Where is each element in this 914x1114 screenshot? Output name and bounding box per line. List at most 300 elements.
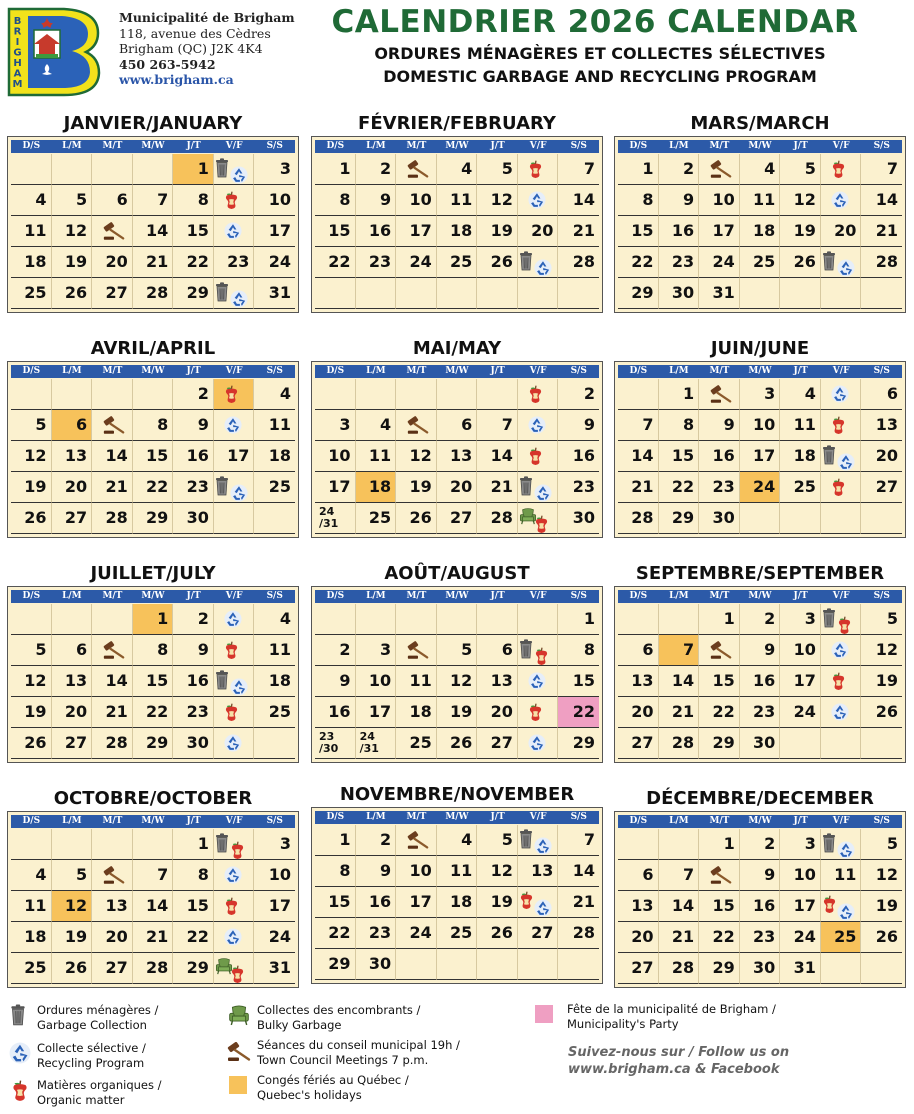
day-cell xyxy=(52,604,93,635)
day-cell xyxy=(821,154,862,185)
day-number: 21 xyxy=(105,702,128,721)
day-cell xyxy=(821,604,862,635)
weekday-label: M/T xyxy=(709,366,730,376)
day-number: 10 xyxy=(793,865,816,884)
day-cell xyxy=(618,472,659,503)
day-cell xyxy=(92,410,133,441)
weekday-label: M/W xyxy=(748,591,772,601)
day-number: 9 xyxy=(339,671,351,690)
day-cell xyxy=(92,922,133,953)
day-number: 28 xyxy=(572,923,595,942)
weekday-label: J/T xyxy=(490,591,505,601)
day-number: 26 xyxy=(24,733,47,752)
day-number: 15 xyxy=(186,896,209,915)
gavel-icon xyxy=(709,385,733,408)
weekday-label: L/M xyxy=(366,141,386,151)
day-cell xyxy=(356,728,397,759)
day-number: 1 xyxy=(339,159,351,178)
legend-party xyxy=(567,1002,776,1032)
weekday-label: J/T xyxy=(793,816,808,826)
day-cell xyxy=(861,953,902,984)
apple-core-icon xyxy=(528,385,543,408)
day-number: 10 xyxy=(368,671,392,690)
day-number: 22 xyxy=(712,702,735,721)
recycling-icon xyxy=(224,734,242,756)
day-cell xyxy=(477,278,518,309)
day-number: 20 xyxy=(64,702,88,721)
day-number: 28 xyxy=(875,252,898,271)
day-cell xyxy=(437,185,478,216)
day-cell xyxy=(254,635,295,666)
weekday-header xyxy=(618,140,902,153)
day-cell xyxy=(92,829,133,860)
day-cell xyxy=(518,949,559,980)
day-cell xyxy=(396,635,437,666)
recycling-icon xyxy=(224,416,242,438)
day-cell xyxy=(780,441,821,472)
follow-us-link[interactable]: www.brigham.ca & Facebook xyxy=(568,1062,780,1077)
day-cell xyxy=(780,472,821,503)
website-link[interactable]: www.brigham.ca xyxy=(119,72,234,87)
day-cell xyxy=(214,829,255,860)
day-cell xyxy=(618,604,659,635)
day-cell xyxy=(518,697,559,728)
day-cell xyxy=(11,697,52,728)
weekday-label: J/T xyxy=(186,591,201,601)
day-number: 19 xyxy=(409,477,432,496)
day-cell xyxy=(92,441,133,472)
day-cell xyxy=(659,728,700,759)
day-number: 29 xyxy=(671,508,695,527)
day-number: 2 xyxy=(583,384,595,403)
day-number: 16 xyxy=(186,671,209,690)
day-cell xyxy=(173,860,214,891)
day-number: 19 xyxy=(24,702,47,721)
day-cell xyxy=(396,697,437,728)
weekday-label: D/S xyxy=(22,366,41,376)
weekday-label: M/T xyxy=(102,141,123,151)
day-number: 27 xyxy=(105,958,128,977)
garbage-can-icon xyxy=(519,251,533,275)
day-number: 29 xyxy=(712,958,735,977)
day-cell xyxy=(477,697,518,728)
day-cell xyxy=(437,379,478,410)
day-cell xyxy=(254,503,295,534)
day-number: 30 xyxy=(572,508,595,527)
day-number: 28 xyxy=(671,958,695,977)
day-cell xyxy=(254,860,295,891)
day-cell xyxy=(558,247,599,278)
day-number: 3 xyxy=(804,834,816,853)
day-cell xyxy=(133,829,174,860)
recycling-icon xyxy=(230,290,248,312)
day-cell xyxy=(52,728,93,759)
day-number: 26 xyxy=(64,958,88,977)
day-cell xyxy=(437,697,478,728)
day-number: 23 xyxy=(368,923,392,942)
day-cell xyxy=(133,891,174,922)
weekday-label: L/M xyxy=(62,141,82,151)
day-cell xyxy=(356,604,397,635)
day-cell xyxy=(133,697,174,728)
day-number: 7 xyxy=(157,190,169,209)
day-cell xyxy=(52,278,93,309)
day-number: 3 xyxy=(279,834,291,853)
day-number: 13 xyxy=(64,446,88,465)
day-cell xyxy=(618,185,659,216)
day-cell xyxy=(477,410,518,441)
day-number: 19 xyxy=(490,892,513,911)
day-cell xyxy=(821,728,862,759)
day-number: 23 xyxy=(186,477,209,496)
day-number: 20 xyxy=(490,702,513,721)
day-cell xyxy=(740,829,781,860)
day-number: 21 xyxy=(875,221,898,240)
day-cell xyxy=(133,953,174,984)
day-number: 25 xyxy=(834,927,857,946)
day-number: 12 xyxy=(490,861,513,880)
day-cell xyxy=(659,278,700,309)
holiday-swatch xyxy=(229,1076,247,1094)
weekday-label: V/F xyxy=(529,366,547,376)
weekday-label: J/T xyxy=(793,141,808,151)
day-cell xyxy=(477,825,518,856)
day-cell xyxy=(477,216,518,247)
day-cell xyxy=(52,379,93,410)
svg-text:R: R xyxy=(13,26,22,38)
day-number: 11 xyxy=(450,190,473,209)
day-number: 27 xyxy=(531,923,554,942)
day-cell xyxy=(699,247,740,278)
day-cell xyxy=(821,247,862,278)
day-number: 22 xyxy=(328,252,351,271)
day-number: 19 xyxy=(875,896,898,915)
month-calendar xyxy=(7,136,299,313)
gavel-icon xyxy=(102,416,126,439)
weekday-label: J/T xyxy=(490,366,505,376)
day-cell xyxy=(11,922,52,953)
legend-bulky-fr: Collectes des encombrants / xyxy=(257,1003,421,1017)
day-number: 22 xyxy=(186,927,209,946)
day-number: 26 xyxy=(875,927,898,946)
day-number: 17 xyxy=(268,221,291,240)
apple-core-icon xyxy=(831,478,846,501)
day-number: 28 xyxy=(146,958,169,977)
garbage-can-icon xyxy=(10,1004,26,1030)
day-cell xyxy=(740,728,781,759)
day-cell xyxy=(699,829,740,860)
day-cell xyxy=(214,154,255,185)
day-number: 1 xyxy=(157,609,169,628)
day-cell xyxy=(861,604,902,635)
day-cell xyxy=(821,216,862,247)
day-cell xyxy=(558,604,599,635)
day-cell xyxy=(437,472,478,503)
day-cell xyxy=(11,154,52,185)
day-cell xyxy=(518,825,559,856)
day-cell xyxy=(740,441,781,472)
day-number: 27 xyxy=(105,283,128,302)
day-number: 18 xyxy=(368,477,392,496)
garbage-can-icon xyxy=(215,282,229,306)
day-cell xyxy=(92,247,133,278)
day-cell xyxy=(396,887,437,918)
day-number: 12 xyxy=(875,640,898,659)
day-number: 9 xyxy=(197,640,209,659)
day-cell xyxy=(659,185,700,216)
day-cell xyxy=(659,216,700,247)
day-number: 11 xyxy=(753,190,776,209)
day-number: 27 xyxy=(631,733,654,752)
day-number: 21 xyxy=(572,892,595,911)
day-cell xyxy=(214,860,255,891)
month-title: JUIN/JUNE xyxy=(710,338,810,359)
day-number: 23 xyxy=(186,702,209,721)
day-number: 9 xyxy=(380,861,392,880)
day-cell xyxy=(659,666,700,697)
day-number: 23 xyxy=(671,252,695,271)
day-cell xyxy=(558,949,599,980)
day-number: 30 xyxy=(753,733,776,752)
day-grid xyxy=(11,604,295,759)
day-number: 20 xyxy=(875,446,898,465)
day-number: 27 xyxy=(875,477,898,496)
day-number: 22 xyxy=(631,252,654,271)
day-cell xyxy=(254,922,295,953)
day-number: 11 xyxy=(834,865,857,884)
day-cell xyxy=(133,728,174,759)
day-cell xyxy=(740,922,781,953)
day-cell xyxy=(52,216,93,247)
day-number: 16 xyxy=(368,892,392,911)
day-number: 2 xyxy=(683,159,695,178)
day-number: 20 xyxy=(631,702,654,721)
day-cell xyxy=(861,635,902,666)
day-number: 16 xyxy=(753,671,776,690)
day-number: 7 xyxy=(583,159,595,178)
day-cell xyxy=(618,441,659,472)
garbage-can-icon xyxy=(519,639,533,663)
month-block xyxy=(7,337,299,538)
day-number: 17 xyxy=(409,221,432,240)
day-cell xyxy=(780,666,821,697)
day-number: 18 xyxy=(409,702,432,721)
day-cell xyxy=(11,472,52,503)
day-number: 28 xyxy=(105,733,128,752)
day-number: 25 xyxy=(24,283,47,302)
month-title: JANVIER/JANUARY xyxy=(63,113,243,134)
day-cell xyxy=(518,247,559,278)
day-cell xyxy=(11,278,52,309)
day-grid xyxy=(315,379,599,534)
day-cell xyxy=(356,918,397,949)
day-cell xyxy=(618,247,659,278)
weekday-label: M/W xyxy=(445,812,469,822)
day-cell xyxy=(214,666,255,697)
garbage-can-icon xyxy=(822,445,836,469)
day-cell xyxy=(356,216,397,247)
day-cell xyxy=(92,891,133,922)
day-cell xyxy=(477,472,518,503)
day-cell xyxy=(437,666,478,697)
brigham-logo xyxy=(6,6,102,98)
day-number: 17 xyxy=(328,477,351,496)
gavel-icon xyxy=(406,416,430,439)
legend-organic-en: Organic matter xyxy=(37,1093,125,1107)
day-number: 23 xyxy=(368,252,392,271)
day-number: 18 xyxy=(24,927,47,946)
day-number: 15 xyxy=(712,896,735,915)
day-number: 11 xyxy=(268,415,291,434)
day-cell xyxy=(173,379,214,410)
day-number: 17 xyxy=(227,446,250,465)
day-cell xyxy=(133,472,174,503)
holiday-cell xyxy=(52,410,93,441)
legend-council-en: Town Council Meetings 7 p.m. xyxy=(257,1053,429,1067)
weekday-label: M/T xyxy=(406,812,427,822)
day-number: 11 xyxy=(793,415,816,434)
day-number: 9 xyxy=(583,415,595,434)
day-cell xyxy=(173,953,214,984)
day-cell xyxy=(861,728,902,759)
day-number: 28 xyxy=(671,733,695,752)
weekday-label: V/F xyxy=(225,366,243,376)
day-cell xyxy=(315,728,356,759)
month-title: AOÛT/AUGUST xyxy=(384,563,530,584)
day-cell xyxy=(92,216,133,247)
day-number: 10 xyxy=(409,861,432,880)
day-cell xyxy=(558,666,599,697)
day-number: 7 xyxy=(583,830,595,849)
day-cell xyxy=(52,953,93,984)
day-cell xyxy=(133,247,174,278)
municipality-name: Municipalité de Brigham xyxy=(119,10,295,25)
day-number: 15 xyxy=(671,446,695,465)
day-cell xyxy=(740,379,781,410)
day-number: 24 xyxy=(753,477,776,496)
day-number: 29 xyxy=(146,733,169,752)
day-number: 10 xyxy=(753,415,776,434)
svg-text:M: M xyxy=(12,79,23,90)
day-number: 27 xyxy=(450,508,473,527)
day-number: 6 xyxy=(642,640,654,659)
weekday-label: L/M xyxy=(366,591,386,601)
day-cell xyxy=(659,891,700,922)
weekday-label: V/F xyxy=(832,591,850,601)
legend-garbage xyxy=(37,1003,158,1033)
day-number: 13 xyxy=(531,861,554,880)
day-number: 15 xyxy=(186,221,209,240)
legend-council xyxy=(257,1038,460,1068)
month-title: JUILLET/JULY xyxy=(90,563,216,584)
day-cell xyxy=(11,503,52,534)
day-cell xyxy=(214,441,255,472)
day-cell xyxy=(618,728,659,759)
day-number: 19 xyxy=(793,221,816,240)
day-number: 2 xyxy=(380,830,392,849)
month-title: OCTOBRE/OCTOBER xyxy=(53,788,253,809)
day-cell xyxy=(133,666,174,697)
weekday-label: V/F xyxy=(832,141,850,151)
day-cell xyxy=(821,829,862,860)
weekday-label: L/M xyxy=(669,591,689,601)
day-number: 25 xyxy=(268,477,291,496)
day-cell xyxy=(173,503,214,534)
month-title: FÉVRIER/FEBRUARY xyxy=(358,113,556,134)
day-cell xyxy=(659,922,700,953)
day-number: 5 xyxy=(886,834,898,853)
day-cell xyxy=(254,154,295,185)
day-cell xyxy=(254,728,295,759)
day-cell xyxy=(214,891,255,922)
day-cell xyxy=(133,860,174,891)
day-number: 5 xyxy=(804,159,816,178)
day-number: 10 xyxy=(268,190,291,209)
day-cell xyxy=(780,829,821,860)
day-number: 30 xyxy=(712,508,735,527)
month-title: NOVEMBRE/NOVEMBER xyxy=(339,784,575,805)
day-number: 12 xyxy=(490,190,513,209)
day-cell xyxy=(133,410,174,441)
weekday-label: V/F xyxy=(225,591,243,601)
month-title: MAI/MAY xyxy=(412,338,502,359)
weekday-label: V/F xyxy=(832,366,850,376)
day-cell xyxy=(659,472,700,503)
day-cell xyxy=(92,503,133,534)
day-cell xyxy=(659,953,700,984)
day-number: 4 xyxy=(279,384,291,403)
day-number: 30 xyxy=(753,958,776,977)
day-cell xyxy=(396,949,437,980)
day-cell xyxy=(618,635,659,666)
day-number: 20 xyxy=(105,927,128,946)
legend-holiday-en: Quebec's holidays xyxy=(257,1088,362,1102)
day-number: 30 xyxy=(671,283,695,302)
day-cell xyxy=(315,154,356,185)
day-cell xyxy=(740,604,781,635)
day-cell xyxy=(861,891,902,922)
day-grid xyxy=(618,829,902,984)
apple-core-icon xyxy=(224,385,239,408)
day-number: 26 xyxy=(409,508,432,527)
day-number: 7 xyxy=(886,159,898,178)
day-cell xyxy=(821,278,862,309)
day-cell xyxy=(780,697,821,728)
day-cell xyxy=(477,666,518,697)
day-number: 25 xyxy=(450,923,473,942)
day-number: 17 xyxy=(793,671,816,690)
gavel-icon xyxy=(102,641,126,664)
recycling-icon xyxy=(528,416,546,438)
day-number: 1 xyxy=(723,609,735,628)
weekday-label: J/T xyxy=(186,141,201,151)
day-cell xyxy=(214,472,255,503)
day-cell xyxy=(821,185,862,216)
day-cell xyxy=(214,953,255,984)
legend-recycling-fr: Collecte sélective / xyxy=(37,1041,146,1055)
day-cell xyxy=(11,953,52,984)
day-cell xyxy=(356,825,397,856)
day-cell xyxy=(92,472,133,503)
day-cell xyxy=(477,887,518,918)
day-cell xyxy=(315,472,356,503)
day-number: 26 xyxy=(24,508,47,527)
day-number: 1 xyxy=(197,159,209,178)
day-cell xyxy=(396,728,437,759)
day-number: 25 xyxy=(409,733,432,752)
day-cell xyxy=(659,154,700,185)
weekday-label: M/W xyxy=(141,816,165,826)
